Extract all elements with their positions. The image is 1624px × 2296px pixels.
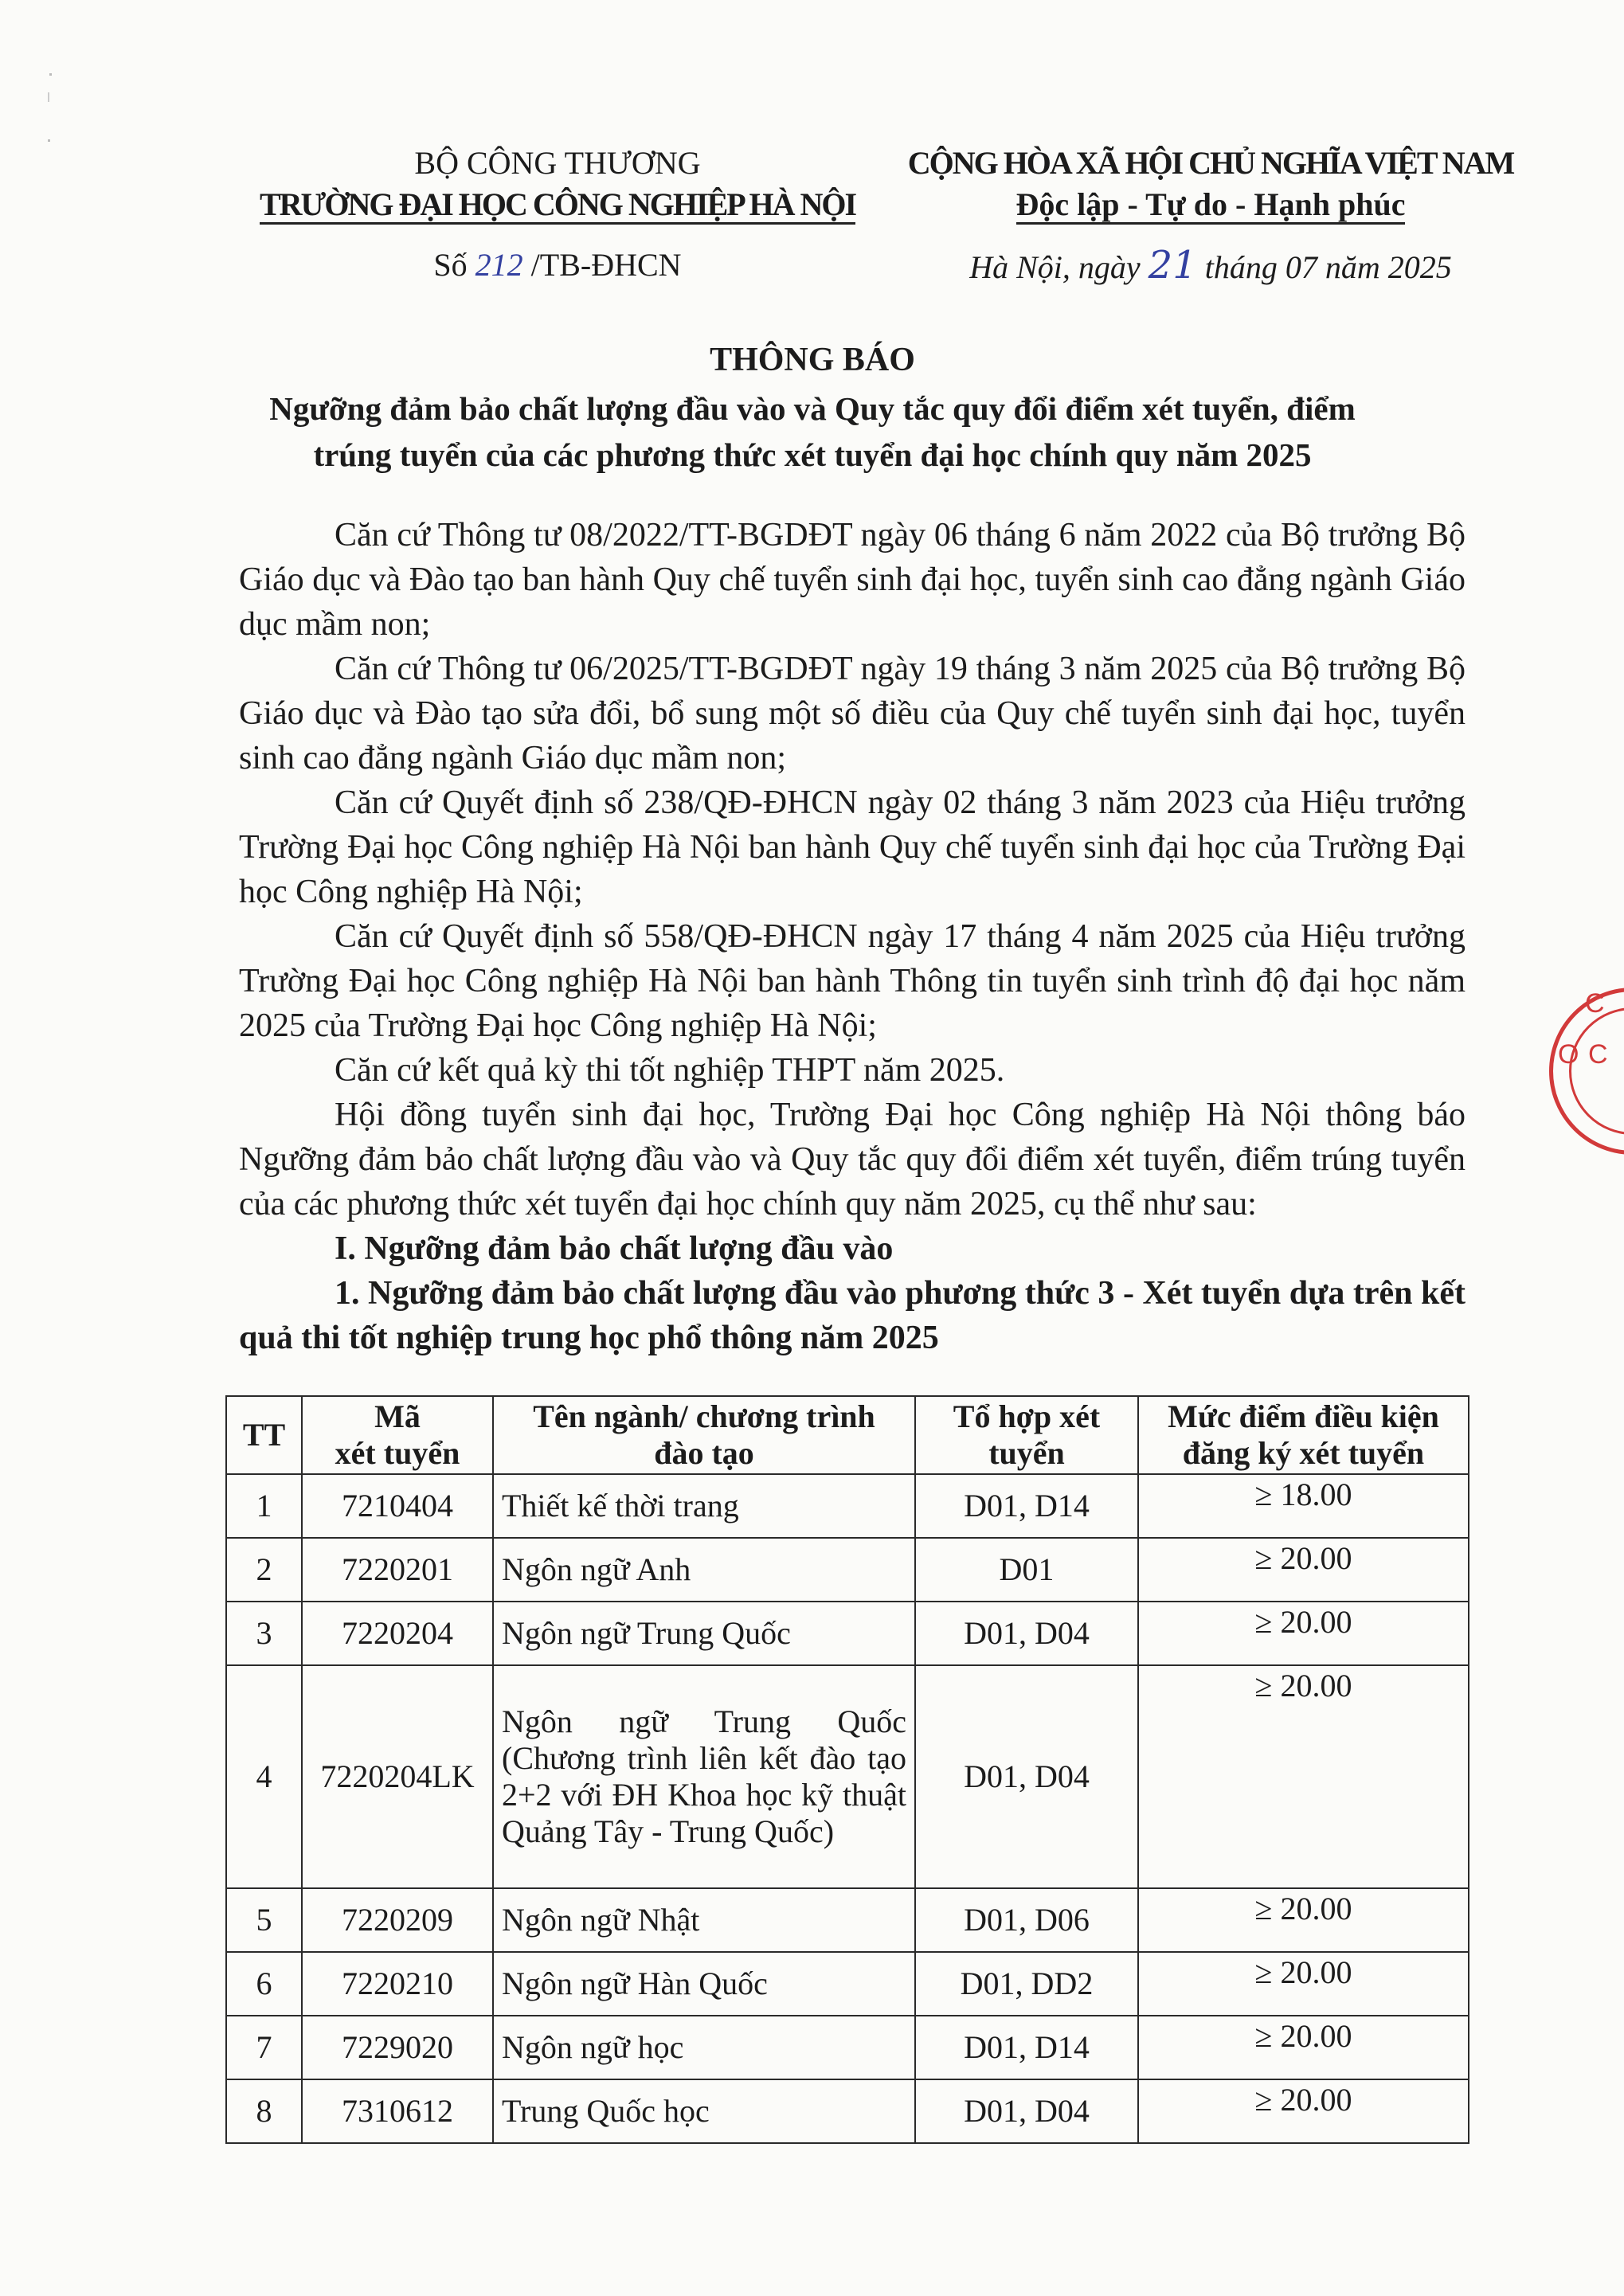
cell-minimum-score: ≥ 20.00	[1138, 1665, 1469, 1888]
cell-code: 7220210	[302, 1952, 493, 2016]
ministry-name: BỘ CÔNG THƯƠNG	[414, 145, 701, 181]
cell-subject-combination: D01, DD2	[915, 1952, 1138, 2016]
cell-minimum-score: ≥ 20.00	[1138, 1602, 1469, 1665]
paragraph-legal-basis-2: Căn cứ Thông tư 06/2025/TT-BGDĐT ngày 19 tháng 3 năm 2025 của Bộ trưởng Bộ Giáo dục và Đào tạo sửa đổi, bổ sung một số điều của Quy chế tuyển sinh đại học, tuyển sinh cao đẳng ngành Giáo dục mầm non;	[239, 651, 1466, 776]
cell-subject-combination: D01, D04	[915, 1665, 1138, 1888]
paragraph-legal-basis-4: Căn cứ Quyết định số 558/QĐ-ĐHCN ngày 17 tháng 4 năm 2025 của Hiệu trưởng Trường Đại học Công nghiệp Hà Nội ban hành Thông tin tuyển sinh trình độ đại học năm 2025 của Trường Đại học Công nghiệp Hà Nội;	[239, 918, 1466, 1044]
document-number	[239, 245, 876, 285]
header-tt: TT	[226, 1396, 302, 1474]
issue-date	[868, 245, 1553, 287]
country-name: CỘNG HÒA XÃ HỘI CHỦ NGHĨA VIỆT NAM	[907, 145, 1514, 181]
header-name-line-2: đào tạo	[654, 1435, 754, 1471]
cell-subject-combination: D01, D04	[915, 2079, 1138, 2143]
cell-code: 7220209	[302, 1888, 493, 1952]
cell-code: 7210404	[302, 1474, 493, 1538]
cell-tt: 6	[226, 1952, 302, 2016]
cell-subject-combination: D01, D14	[915, 2016, 1138, 2079]
cell-code: 7310612	[302, 2079, 493, 2143]
paragraph-legal-basis-3: Căn cứ Quyết định số 238/QĐ-ĐHCN ngày 02 tháng 3 năm 2023 của Hiệu trưởng Trường Đại học Công nghiệp Hà Nội ban hành Quy chế tuyển sinh đại học của Trường Đại học Công nghiệp Hà Nội;	[239, 784, 1466, 910]
table-row	[226, 1538, 1469, 1602]
cell-tt: 7	[226, 2016, 302, 2079]
cell-tt: 4	[226, 1665, 302, 1888]
paragraph-announcement: Hội đồng tuyển sinh đại học, Trường Đại học Công nghiệp Hà Nội thông báo Ngưỡng đảm bảo chất lượng đầu vào và Quy tắc quy đổi điểm xét tuyển, điểm trúng tuyển của các phương thức xét tuyển đại học chính quy năm 2025, cụ thể như sau:	[239, 1097, 1466, 1222]
subsection-heading: 1. Ngưỡng đảm bảo chất lượng đầu vào phương thức 3 - Xét tuyển dựa trên kết quả thi tốt nghiệp trung học phổ thông năm 2025	[239, 1275, 1466, 1356]
header-score-line-1: Mức điểm điều kiện	[1168, 1398, 1439, 1434]
cell-subject-combination: D01, D06	[915, 1888, 1138, 1952]
table-row	[226, 1602, 1469, 1665]
cell-tt: 3	[226, 1602, 302, 1665]
document-subtitle	[159, 385, 1466, 478]
cell-program-name: Ngôn ngữ Nhật	[493, 1888, 915, 1952]
table-row	[226, 1888, 1469, 1952]
stamp-letter: O	[1558, 1039, 1579, 1070]
table-row	[226, 1474, 1469, 1538]
header-code	[302, 1396, 493, 1474]
cell-program-name: Trung Quốc học	[493, 2079, 915, 2143]
cell-program-name: Ngôn ngữ học	[493, 2016, 915, 2079]
document-number-suffix: /TB-ĐHCN	[530, 247, 682, 283]
section-heading: I. Ngưỡng đảm bảo chất lượng đầu vào	[335, 1230, 894, 1267]
header-code-line-1: Mã	[374, 1398, 421, 1434]
document-number-value: 212	[475, 247, 523, 283]
cell-tt: 2	[226, 1538, 302, 1602]
cell-program-name: Ngôn ngữ Trung Quốc	[493, 1602, 915, 1665]
header-minimum-score	[1138, 1396, 1469, 1474]
table-row	[226, 2016, 1469, 2079]
cell-tt: 5	[226, 1888, 302, 1952]
cell-program-name: Ngôn ngữ Anh	[493, 1538, 915, 1602]
table-header-row	[226, 1396, 1469, 1474]
stamp-letter: C	[1588, 1039, 1608, 1070]
cell-code: 7220201	[302, 1538, 493, 1602]
cell-code: 7220204LK	[302, 1665, 493, 1888]
cell-minimum-score: ≥ 20.00	[1138, 2079, 1469, 2143]
cell-program-name: Ngôn ngữ Trung Quốc (Chương trình liên kết đào tạo 2+2 với ĐH Khoa học kỹ thuật Quảng Tây - Trung Quốc)	[493, 1665, 915, 1888]
cell-subject-combination: D01	[915, 1538, 1138, 1602]
cell-subject-combination: D01, D04	[915, 1602, 1138, 1665]
header-combo-line-1: Tổ hợp xét	[953, 1398, 1101, 1434]
subtitle-line-2: trúng tuyển của các phương thức xét tuyển đại học chính quy năm 2025	[313, 436, 1312, 473]
university-name	[239, 185, 876, 225]
scan-speck	[49, 73, 52, 76]
paragraph-legal-basis-1: Căn cứ Thông tư 08/2022/TT-BGDĐT ngày 06 tháng 6 năm 2022 của Bộ trưởng Bộ Giáo dục và Đào tạo ban hành Quy chế tuyển sinh đại học, tuyển sinh cao đẳng ngành Giáo dục mầm non;	[239, 517, 1466, 643]
cell-code: 7229020	[302, 2016, 493, 2079]
header-subject-combination	[915, 1396, 1138, 1474]
scan-speck	[48, 92, 49, 102]
stamp-letter: C	[1585, 988, 1605, 1019]
scan-speck	[48, 139, 50, 142]
issue-date-suffix: tháng 07 năm 2025	[1204, 249, 1452, 285]
official-stamp-inner-ring	[1569, 1007, 1624, 1135]
subtitle-line-1: Ngưỡng đảm bảo chất lượng đầu vào và Quy tắc quy đổi điểm xét tuyển, điểm	[269, 390, 1356, 427]
cell-tt: 1	[226, 1474, 302, 1538]
header-combo-line-2: tuyển	[988, 1435, 1065, 1471]
table-row	[226, 1665, 1469, 1888]
cell-program-name: Thiết kế thời trang	[493, 1474, 915, 1538]
table-row	[226, 2079, 1469, 2143]
paragraph-legal-basis-5: Căn cứ kết quả kỳ thi tốt nghiệp THPT năm 2025.	[335, 1052, 1005, 1089]
cell-minimum-score: ≥ 20.00	[1138, 1888, 1469, 1952]
document-title: THÔNG BÁO	[710, 342, 915, 378]
header-score-line-2: đăng ký xét tuyển	[1182, 1435, 1425, 1471]
header-name-line-1: Tên ngành/ chương trình	[533, 1398, 875, 1434]
official-stamp	[1549, 988, 1624, 1155]
cell-minimum-score: ≥ 20.00	[1138, 2016, 1469, 2079]
university-name-text: TRƯỜNG ĐẠI HỌC CÔNG NGHIỆP HÀ NỘI	[260, 186, 855, 225]
document-number-prefix: Số	[433, 247, 468, 283]
cell-tt: 8	[226, 2079, 302, 2143]
cell-program-name: Ngôn ngữ Hàn Quốc	[493, 1952, 915, 2016]
issue-date-day: 21	[1148, 243, 1197, 287]
table-row	[226, 1952, 1469, 2016]
admission-threshold-table	[225, 1395, 1469, 2144]
cell-minimum-score: ≥ 20.00	[1138, 1952, 1469, 2016]
issue-date-prefix: Hà Nội, ngày	[969, 249, 1141, 285]
header-program-name	[493, 1396, 915, 1474]
cell-minimum-score: ≥ 18.00	[1138, 1474, 1469, 1538]
document-body	[239, 513, 1466, 1360]
cell-minimum-score: ≥ 20.00	[1138, 1538, 1469, 1602]
cell-subject-combination: D01, D14	[915, 1474, 1138, 1538]
cell-code: 7220204	[302, 1602, 493, 1665]
motto-text: Độc lập - Tự do - Hạnh phúc	[1016, 186, 1406, 225]
motto	[868, 185, 1553, 225]
header-code-line-2: xét tuyển	[335, 1435, 460, 1471]
